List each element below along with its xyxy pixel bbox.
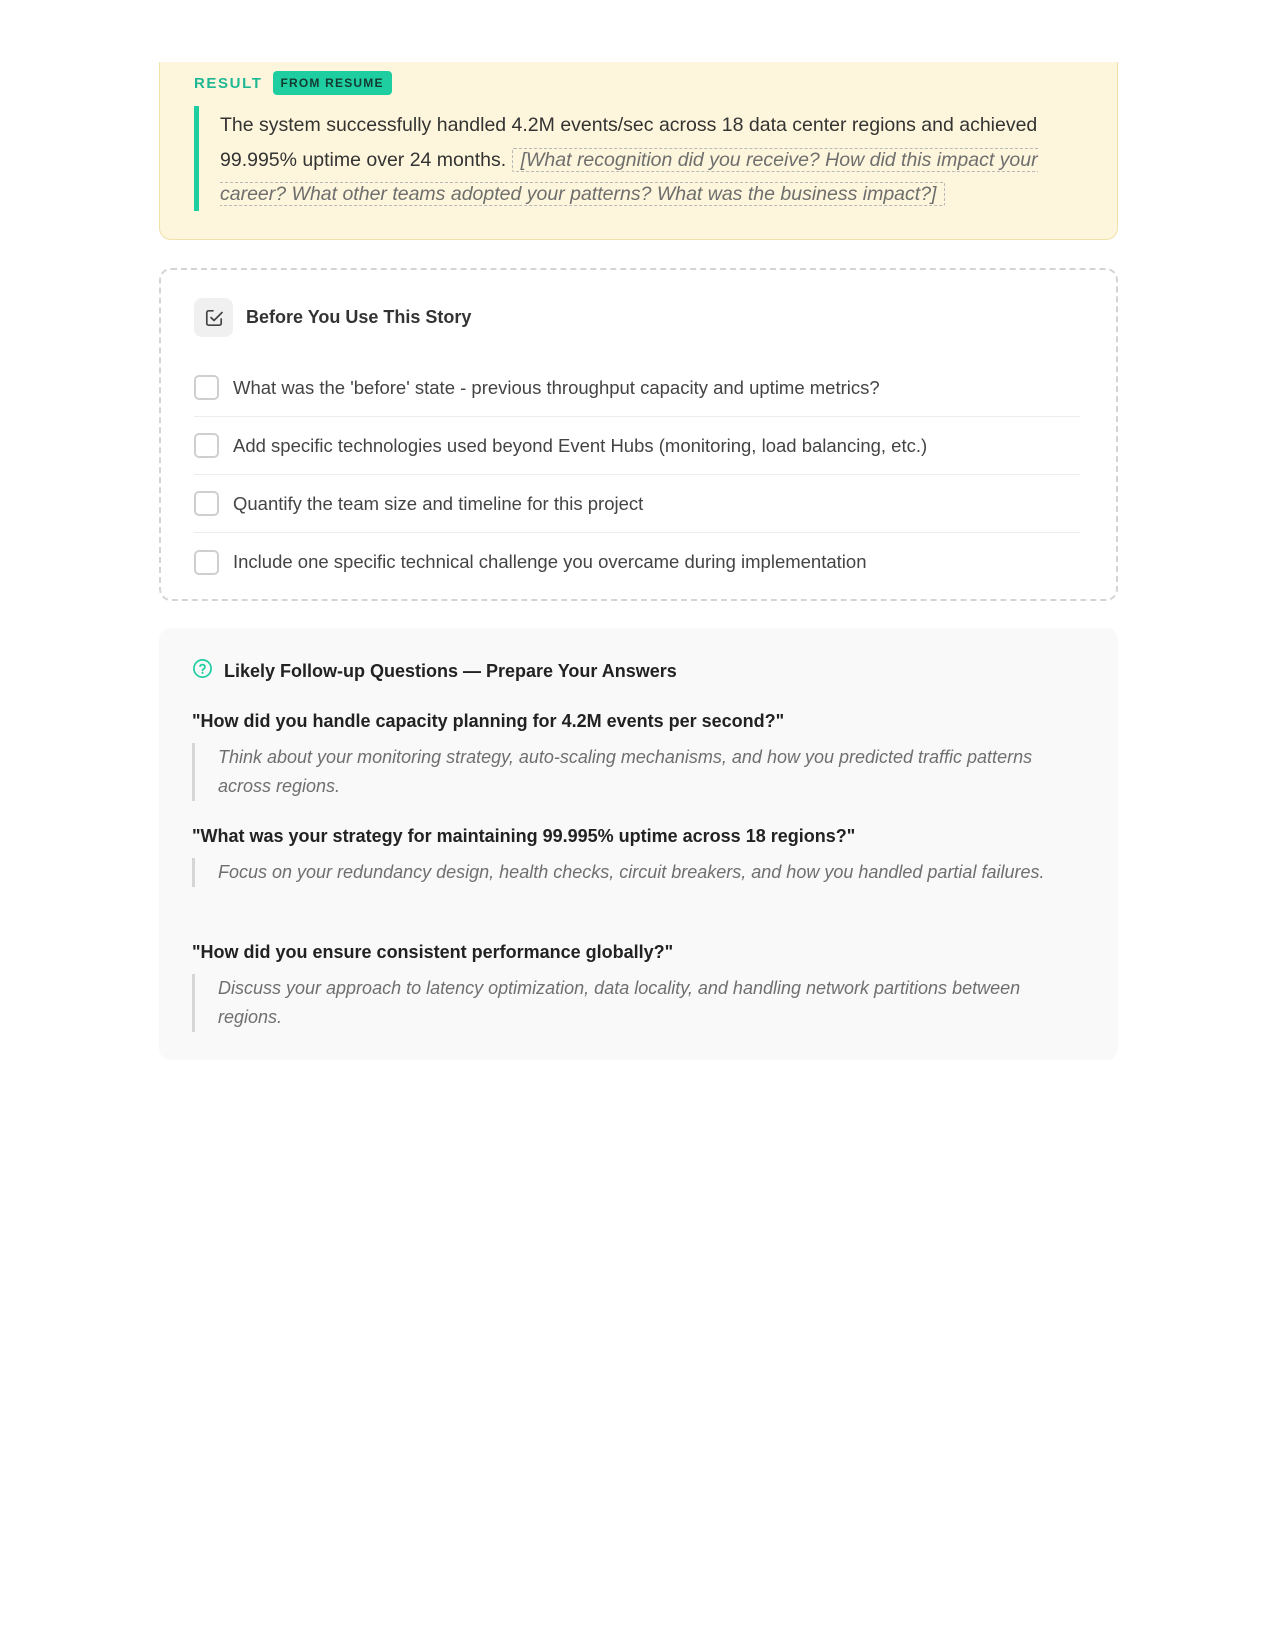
from-resume-badge: FROM RESUME xyxy=(273,71,392,95)
checklist-section xyxy=(159,268,1118,601)
checklist-item[interactable] xyxy=(194,533,1080,591)
checklist-item-label: Quantify the team size and timeline for this project xyxy=(233,492,644,514)
checkbox[interactable] xyxy=(194,375,219,400)
checklist-item[interactable] xyxy=(194,417,1080,475)
checklist-item-label: Add specific technologies used beyond Event Hubs (monitoring, load balancing, etc.) xyxy=(233,434,928,456)
checklist-item-label: What was the 'before' state - previous throughput capacity and uptime metrics? xyxy=(233,376,880,398)
result-text: The system successfully handled 4.2M events/sec across 18 data center regions and achieved 99.995% uptime over 24 months. xyxy=(220,114,1038,171)
result-header xyxy=(194,71,392,95)
followup-section xyxy=(159,628,1118,1060)
followup-hint: Think about your monitoring strategy, auto-scaling mechanisms, and how you predicted traffic patterns across regions. xyxy=(192,743,1087,801)
followup-item xyxy=(192,710,1087,801)
checkbox[interactable] xyxy=(194,491,219,516)
followup-header xyxy=(192,658,677,684)
checkbox[interactable] xyxy=(194,433,219,458)
checklist-item[interactable] xyxy=(194,475,1080,533)
question-circle-icon xyxy=(192,658,213,684)
result-section xyxy=(159,62,1118,240)
followup-hint: Focus on your redundancy design, health checks, circuit breakers, and how you handled partial failures. xyxy=(192,858,1087,887)
result-label: RESULT xyxy=(194,74,263,92)
checklist-title: Before You Use This Story xyxy=(246,307,472,327)
followup-title: Likely Follow-up Questions — Prepare Your Answers xyxy=(224,660,677,681)
checklist-item-label: Include one specific technical challenge you overcame during implementation xyxy=(233,551,867,572)
checkbox[interactable] xyxy=(194,550,219,575)
checkbox-check-icon xyxy=(194,298,233,337)
checklist-item[interactable] xyxy=(194,359,1080,417)
followup-item xyxy=(192,825,1087,887)
result-body xyxy=(194,106,1099,211)
followup-question: "How did you ensure consistent performance globally?" xyxy=(192,942,674,962)
followup-item xyxy=(192,941,1087,1032)
result-placeholder[interactable]: [What recognition did you receive? How did this impact your career? What other teams adopted your patterns? What was the business impact?] xyxy=(220,148,1038,205)
checklist-header xyxy=(194,298,471,337)
followup-question: "How did you handle capacity planning for 4.2M events per second?" xyxy=(192,711,785,731)
followup-question: "What was your strategy for maintaining 99.995% uptime across 18 regions?" xyxy=(192,826,856,846)
followup-hint: Discuss your approach to latency optimization, data locality, and handling network partitions between regions. xyxy=(192,974,1087,1032)
checklist xyxy=(194,359,1080,591)
